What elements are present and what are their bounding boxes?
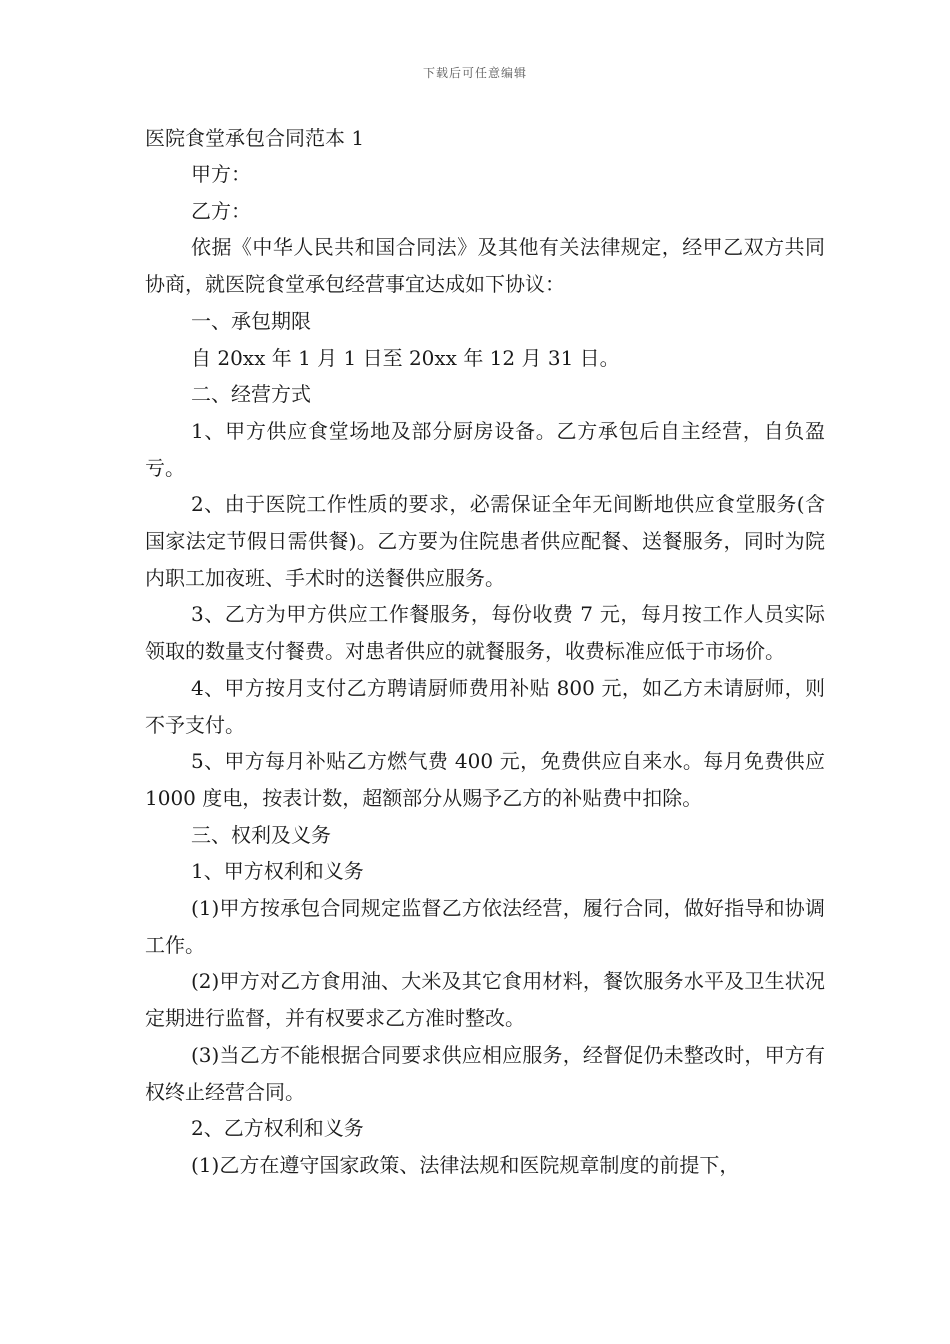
party-a-line: 甲方： <box>191 162 251 186</box>
clause-paragraph: 1、甲方供应食堂场地及部分厨房设备。乙方承包后自主经营，自负盈亏。 <box>145 418 825 480</box>
term-paragraph: 自 20xx 年 1 月 1 日至 20xx 年 12 月 31 日。 <box>191 345 620 370</box>
clause-paragraph: 5、甲方每月补贴乙方燃气费 400 元，免费供应自来水。每月免费供应 1000 度电，按表计数，超额部分从赐予乙方的补贴费中扣除。 <box>145 749 832 810</box>
clause-paragraph: (1)乙方在遵守国家政策、法律法规和医院规章制度的前提下， <box>191 1152 740 1177</box>
page-header-note: 下载后可任意编辑 <box>422 66 527 80</box>
clause-paragraph: (1)甲方按承包合同规定监督乙方依法经营，履行合同，做好指导和协调工作。 <box>145 896 825 957</box>
subsection-heading-party-b: 2、乙方权利和义务 <box>191 1116 364 1141</box>
document-body <box>145 156 832 1184</box>
clause-paragraph: 4、甲方按月支付乙方聘请厨师费用补贴 800 元，如乙方未请厨师，则不予支付。 <box>145 675 825 737</box>
clause-paragraph: 2、由于医院工作性质的要求，必需保证全年无间断地供应食堂服务(含国家法定节假日需供餐)。乙方要为住院患者供应配餐、送餐服务，同时为院内职工加夜班、手术时的送餐供应服务。 <box>145 492 825 590</box>
section-heading-term: 一、承包期限 <box>191 308 311 333</box>
clause-paragraph: (3)当乙方不能根据合同要求供应相应服务，经督促仍未整改时，甲方有权终止经营合同。 <box>145 1042 825 1104</box>
preamble-paragraph: 依据《中华人民共和国合同法》及其他有关法律规定，经甲乙双方共同协商，就医院食堂承包经营事宜达成如下协议： <box>145 235 825 297</box>
document-title: 医院食堂承包合同范本 1 <box>145 126 365 150</box>
section-heading-rights: 三、权利及义务 <box>191 822 331 847</box>
clause-paragraph: 3、乙方为甲方供应工作餐服务，每份收费 7 元，每月按工作人员实际领取的数量支付餐费。对患者供应的就餐服务，收费标准应低于市场价。 <box>145 602 825 664</box>
party-b-line: 乙方： <box>191 198 251 223</box>
subsection-heading-party-a: 1、甲方权利和义务 <box>191 859 364 884</box>
section-heading-operation: 二、经营方式 <box>191 382 311 407</box>
clause-paragraph: (2)甲方对乙方食用油、大米及其它食用材料，餐饮服务水平及卫生状况定期进行监督，并有权要求乙方准时整改。 <box>145 969 825 1031</box>
